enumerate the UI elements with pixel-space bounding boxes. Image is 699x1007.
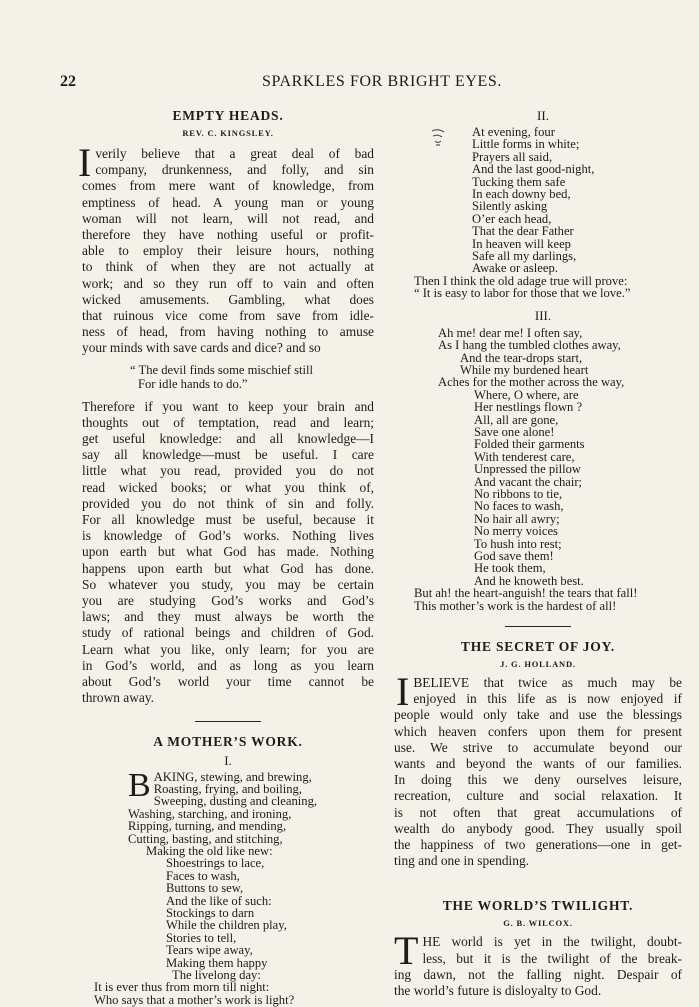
verse-lines bbox=[94, 794, 374, 1007]
text-line: provided you do not think of sin and folly. bbox=[82, 495, 374, 511]
text-line: BELIEVE that twice as much may be bbox=[413, 675, 682, 691]
verse-line: Aches for the mother across the way, bbox=[438, 375, 625, 390]
verse-line: To hush into rest; bbox=[474, 536, 562, 551]
verse-line: No faces to wash, bbox=[474, 499, 564, 514]
article-title-worlds-twilight: THE WORLD’S TWILIGHT. bbox=[442, 898, 634, 914]
worlds-twilight-paragraph bbox=[394, 928, 682, 999]
verse-line: Silently asking bbox=[472, 199, 548, 214]
running-head: SPARKLES FOR BRIGHT EYES. bbox=[262, 73, 502, 90]
verse-line: And the like of such: bbox=[166, 893, 272, 908]
verse-line: Safe all my darlings, bbox=[472, 249, 577, 264]
text-line: ness of head, from having nothing to amuse bbox=[82, 324, 374, 340]
verse-line: Tucking them safe bbox=[472, 174, 566, 189]
verse-line: And the last good-night, bbox=[472, 162, 595, 177]
secret-of-joy-paragraph bbox=[394, 669, 682, 869]
verse-line: Unpressed the pillow bbox=[474, 462, 582, 477]
verse-line: But ah! the heart-anguish! the tears that fall! bbox=[414, 586, 638, 601]
text-line: wicked amusements. Gambling, what does bbox=[82, 291, 374, 307]
verse-line: And he knoweth best. bbox=[474, 573, 584, 588]
poem-stanza-3 bbox=[394, 327, 682, 612]
text-line: happens upon earth but what God has done. bbox=[82, 560, 374, 576]
verse-line: Shoestrings to lace, bbox=[166, 856, 265, 871]
verse-line: Stories to tell, bbox=[166, 930, 237, 945]
text-line: is knowledge of God’s works. Nothing lives bbox=[82, 528, 374, 544]
drop-cap: B bbox=[128, 766, 151, 804]
text-line: get useful knowledge: and all knowledge—I bbox=[82, 431, 374, 447]
text-line: use. We strive to accumulate beyond our bbox=[394, 739, 682, 755]
verse-line: No merry voices bbox=[474, 524, 558, 539]
verse-line: He took them, bbox=[474, 561, 546, 576]
section-numeral-1: I. bbox=[224, 752, 232, 768]
verse-line: Awake or asleep. bbox=[472, 261, 558, 276]
text-line: thoughts out of temptation, read and learn; bbox=[82, 414, 374, 430]
verse-line: Her nestlings flown ? bbox=[474, 400, 583, 415]
section-divider bbox=[505, 626, 571, 627]
empty-heads-paragraph-1 bbox=[78, 140, 374, 357]
text-line: HE world is yet in the twilight, doubt- bbox=[422, 934, 682, 950]
text-line: is not often that great accumulations of bbox=[394, 804, 682, 820]
text-line: people would only take and use the blessings bbox=[394, 707, 682, 723]
text-line: thrown away. bbox=[82, 690, 155, 706]
text-line: comes from mere want of knowledge, from bbox=[82, 178, 374, 194]
text-line: ting and one in spending. bbox=[394, 853, 530, 869]
verse-line: All, all are gone, bbox=[474, 412, 559, 427]
text-line: Learn what you like, only learn; for you are bbox=[82, 641, 374, 657]
verse-line: In each downy bed, bbox=[472, 187, 571, 202]
article-author-holland: J. G. HOLLAND. bbox=[500, 659, 576, 670]
verse-line: No hair all awry; bbox=[474, 511, 560, 526]
text-line: able to employ their leisure hours, nothing bbox=[82, 243, 374, 259]
text-line: wants and beyond the wants of our families. bbox=[394, 756, 682, 772]
text-line: wealth do anybody good. They usually spoil bbox=[394, 820, 682, 836]
text-line: work; and so they run off to vain and often bbox=[82, 275, 374, 291]
text-line: your minds with save cards and dice? and so bbox=[82, 340, 321, 356]
article-title-secret-of-joy: THE SECRET OF JOY. bbox=[460, 639, 616, 655]
article-author-kingsley: REV. C. KINGSLEY. bbox=[182, 128, 274, 138]
verse-line: Making the old like new: bbox=[146, 843, 273, 858]
verse-line: Folded their garments bbox=[474, 437, 585, 452]
left-column bbox=[78, 108, 374, 1007]
verse-line: Where, O where, are bbox=[474, 387, 579, 402]
verse-line: While the children play, bbox=[166, 918, 287, 933]
text-line: that ruinous vice come from save from idle- bbox=[82, 308, 374, 324]
verse-line: Who says that a mother’s work is light? bbox=[94, 992, 295, 1007]
verse-line: This mother’s work is the hardest of all! bbox=[414, 598, 617, 613]
drop-cap: I bbox=[78, 140, 92, 185]
verse-line: No ribbons to tie, bbox=[474, 486, 563, 501]
text-line: you are studying God’s works and God’s bbox=[82, 593, 374, 609]
right-column bbox=[394, 108, 682, 999]
verse-line: While my burdened heart bbox=[460, 362, 589, 377]
text-line: read wicked books; or what you think of, bbox=[82, 479, 374, 495]
verse-line: Buttons to sew, bbox=[166, 881, 244, 896]
verse-line: Faces to wash, bbox=[166, 868, 240, 883]
verse-line: God save them! bbox=[474, 549, 554, 563]
verse-line: Stockings to darn bbox=[166, 905, 255, 920]
text-line: study of rational beings and children of God. bbox=[82, 625, 374, 641]
verse-line: Ripping, turning, and mending, bbox=[128, 819, 287, 834]
quote-line: “ The devil finds some mischief still bbox=[130, 362, 314, 377]
text-line: which heaven confers upon them for present bbox=[394, 723, 682, 739]
quote-line: For idle hands to do.” bbox=[138, 376, 248, 391]
verse-line: In heaven will keep bbox=[472, 236, 571, 251]
text-line: laws; and they must always be worth the bbox=[82, 609, 374, 625]
section-divider bbox=[195, 721, 261, 722]
verse-line: And vacant the chair; bbox=[474, 474, 583, 489]
quotation-verse bbox=[130, 363, 374, 391]
text-line: therefore they have nothing useful or profit- bbox=[82, 227, 374, 243]
paragraph-lines bbox=[394, 669, 682, 869]
text-line: enjoyed in this life as is now enjoyed if bbox=[413, 691, 682, 707]
drop-cap: I bbox=[396, 669, 410, 715]
verse-line: That the dear Father bbox=[472, 224, 574, 239]
text-line: For all knowledge must be useful, because it bbox=[82, 512, 374, 528]
verse-line: Tears wipe away, bbox=[166, 943, 253, 958]
page-number: 22 bbox=[60, 73, 76, 90]
verse-line: At evening, four bbox=[472, 125, 555, 139]
article-title-mothers-work: A MOTHER’S WORK. bbox=[153, 733, 303, 749]
verse-line: “ It is easy to labor for those that we love.” bbox=[414, 286, 631, 301]
text-line: Therefore if you want to keep your brain and bbox=[82, 398, 374, 414]
text-line: the world’s future is disloyalty to God. bbox=[394, 983, 602, 999]
verse-line: As I hang the tumbled clothes away, bbox=[438, 338, 621, 353]
text-line: verily believe that a great deal of bad bbox=[95, 146, 374, 161]
article-author-wilcox: G. B. WILCOX. bbox=[503, 918, 573, 929]
verse-line: O’er each head, bbox=[472, 211, 552, 226]
text-line: emptiness of head. A young man or young bbox=[82, 194, 374, 210]
poem-stanza-2 bbox=[394, 126, 682, 300]
paragraph-lines bbox=[394, 928, 682, 999]
text-line: less, but it is the twilight of the break- bbox=[422, 950, 682, 966]
verse-line: And the tear-drops start, bbox=[460, 350, 583, 365]
verse-line: With tenderest care, bbox=[474, 449, 575, 464]
section-numeral-2: II. bbox=[537, 108, 549, 123]
text-line: woman will not learn, will not read, and bbox=[82, 210, 374, 226]
verse-line: Little forms in white; bbox=[472, 137, 580, 152]
verse-line: Then I think the old adage true will prove: bbox=[414, 273, 628, 288]
verse-line: Cutting, basting, and stitching, bbox=[128, 831, 283, 846]
verse-line: Washing, starching, and ironing, bbox=[128, 806, 292, 821]
text-line: in God’s world, and as long as you learn bbox=[82, 657, 374, 673]
verse-line: Making them happy bbox=[166, 955, 268, 970]
paragraph-lines bbox=[82, 146, 374, 357]
text-line: recreation, culture and social relaxation. It bbox=[394, 788, 682, 804]
text-line: upon earth but what God has made. Nothing bbox=[82, 544, 374, 560]
text-line: So whatever you study, you may be certain bbox=[82, 576, 374, 592]
article-title-empty-heads: EMPTY HEADS. bbox=[172, 108, 284, 123]
verse-line: It is ever thus from morn till night: bbox=[94, 980, 270, 995]
poem-stanza-1 bbox=[94, 766, 374, 1007]
text-line: to think of when they are not actually at bbox=[82, 259, 374, 275]
verse-line: Roasting, frying, and boiling, bbox=[153, 781, 303, 796]
verse-line: Prayers all said, bbox=[472, 149, 553, 164]
drop-cap: T bbox=[394, 928, 419, 974]
verse-line: Ah me! dear me! I often say, bbox=[438, 325, 583, 340]
verse-line: Save one alone! bbox=[474, 424, 555, 439]
text-line: little what you read, provided you do not bbox=[82, 463, 374, 479]
verse-line: The livelong day: bbox=[172, 968, 261, 982]
empty-heads-paragraph-2 bbox=[82, 399, 374, 707]
verse-line: AKING, stewing, and brewing, bbox=[153, 769, 312, 784]
text-line: say all knowledge—must be useful. I care bbox=[82, 447, 374, 463]
text-line: company, drunkenness, and folly, and sin bbox=[95, 162, 374, 178]
text-line: ing dawn, not the falling night. Despair of bbox=[394, 966, 682, 982]
section-numeral-3: III. bbox=[534, 307, 552, 323]
text-line: about God’s world your time cannot be bbox=[82, 674, 374, 690]
text-line: In doing this we deny ourselves leisure, bbox=[394, 772, 682, 788]
verse-line: Sweeping, dusting and cleaning, bbox=[153, 794, 318, 809]
text-line: the happiness of two generations—one in get- bbox=[394, 837, 682, 853]
